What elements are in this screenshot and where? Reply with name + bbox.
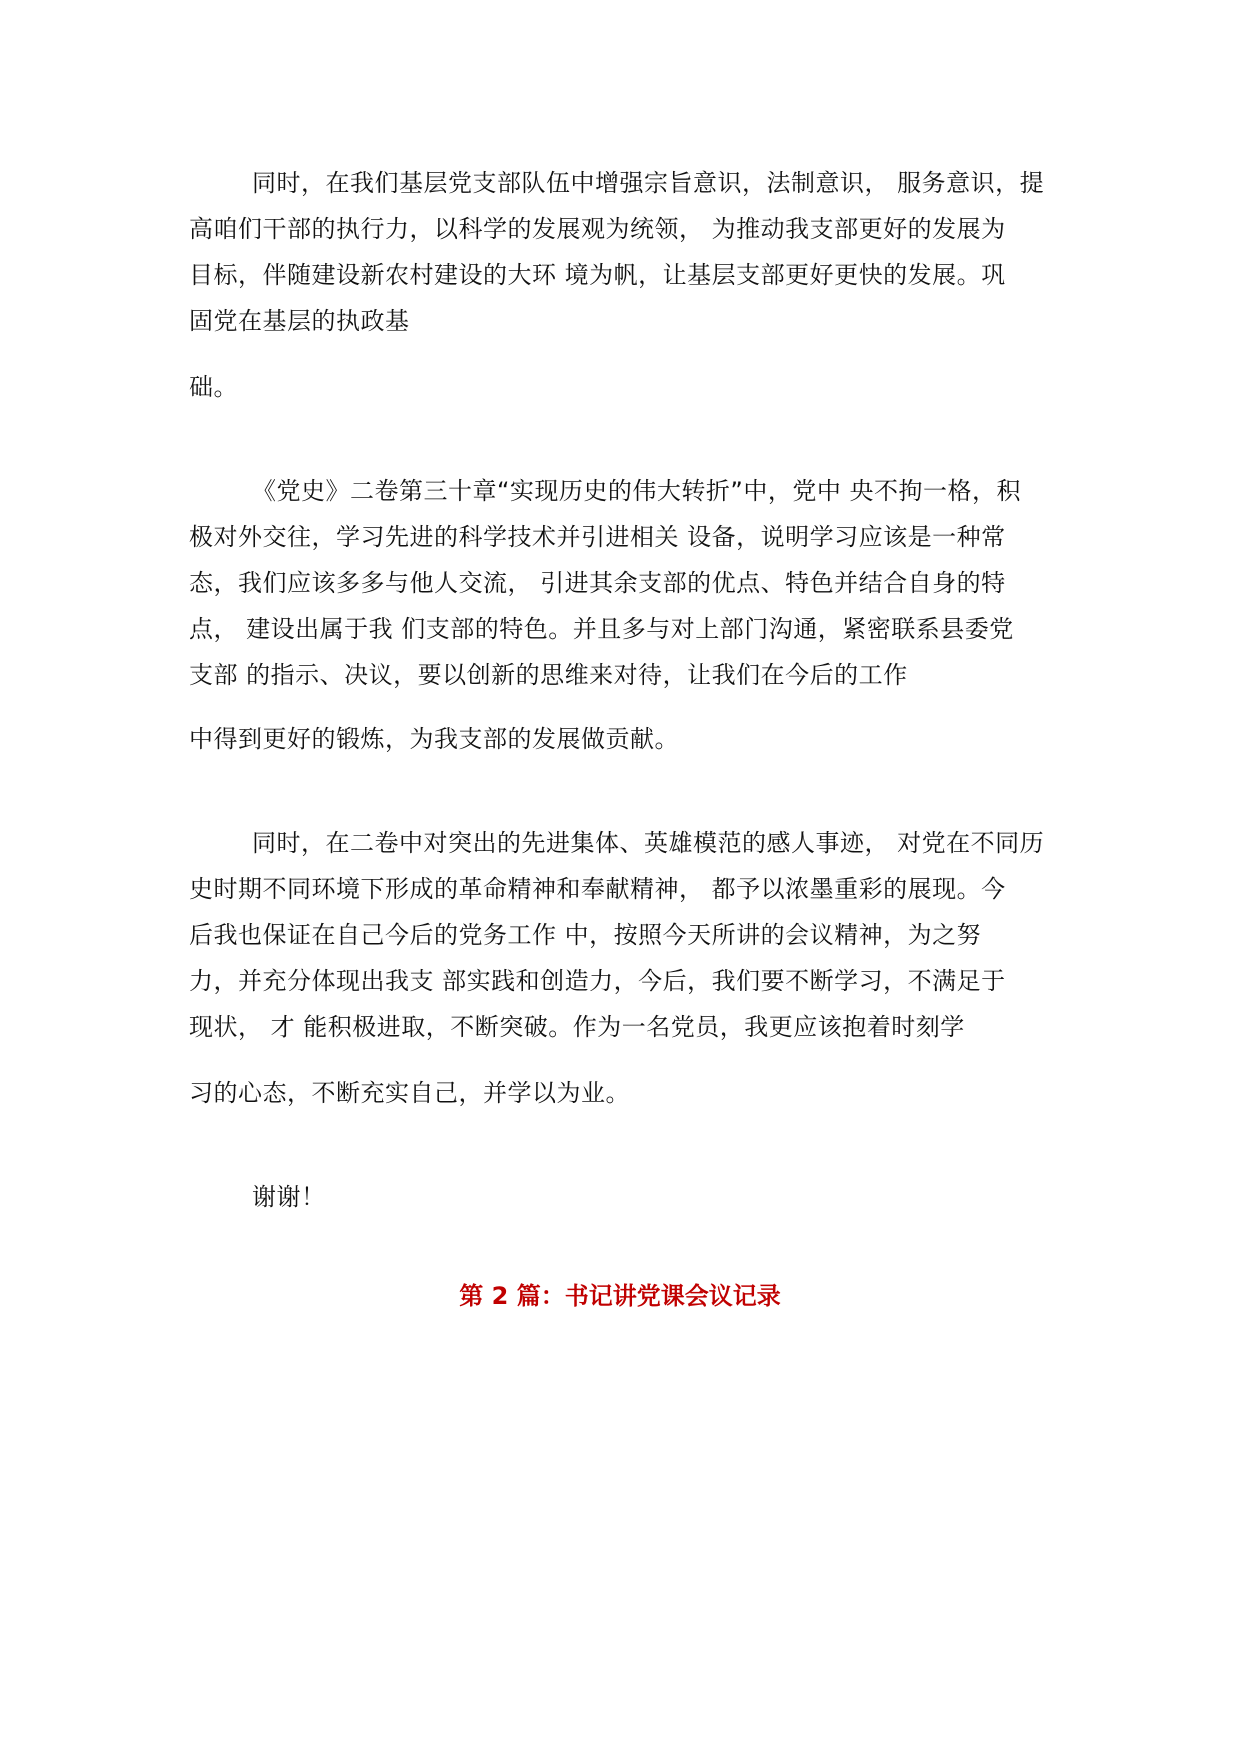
paragraph-3-line-5: 支部 的指示、决议，要以创新的思维来对待，让我们在今后的工作	[189, 661, 908, 689]
paragraph-4-line-1: 中得到更好的锻炼，为我支部的发展做贡献。	[189, 725, 679, 753]
paragraph-5-line-4: 力，并充分体现出我支 部实践和创造力，今后，我们要不断学习，不满足于	[189, 967, 1006, 995]
paragraph-5-line-5: 现状， 才 能积极进取，不断突破。作为一名党员，我更应该抱着时刻学	[189, 1013, 965, 1041]
paragraph-5-line-1: 同时，在二卷中对突出的先进集体、英雄模范的感人事迹， 对党在不同历	[252, 829, 1045, 857]
paragraph-1-line-1: 同时，在我们基层党支部队伍中增强宗旨意识，法制意识， 服务意识，提	[252, 169, 1045, 197]
paragraph-6-line-1: 习的心态，不断充实自己，并学以为业。	[189, 1079, 630, 1107]
paragraph-1-line-4: 固党在基层的执政基	[189, 307, 410, 335]
section-heading: 第 2 篇：书记讲党课会议记录	[459, 1282, 781, 1310]
paragraph-5-line-3: 后我也保证在自己今后的党务工作 中，按照今天所讲的会议精神，为之努	[189, 921, 982, 949]
paragraph-3-line-3: 态，我们应该多多与他人交流， 引进其余支部的优点、特色并结合自身的特	[189, 569, 1006, 597]
paragraph-5-line-2: 史时期不同环境下形成的革命精神和奉献精神， 都予以浓墨重彩的展现。今	[189, 875, 1006, 903]
paragraph-1-line-3: 目标，伴随建设新农村建设的大环 境为帆，让基层支部更好更快的发展。巩	[189, 261, 1006, 289]
closing-thanks: 谢谢！	[252, 1183, 326, 1211]
paragraph-3-line-1: 《党史》二卷第三十章“实现历史的伟大转折”中，党中 央不拘一格，积	[252, 477, 1021, 505]
paragraph-3-line-2: 极对外交往，学习先进的科学技术并引进相关 设备，说明学习应该是一种常	[189, 523, 1006, 551]
paragraph-1-line-2: 高咱们干部的执行力，以科学的发展观为统领， 为推动我支部更好的发展为	[189, 215, 1006, 243]
paragraph-2-line-1: 础。	[189, 373, 238, 401]
paragraph-3-line-4: 点， 建设出属于我 们支部的特色。并且多与对上部门沟通，紧密联系县委党	[189, 615, 1014, 643]
